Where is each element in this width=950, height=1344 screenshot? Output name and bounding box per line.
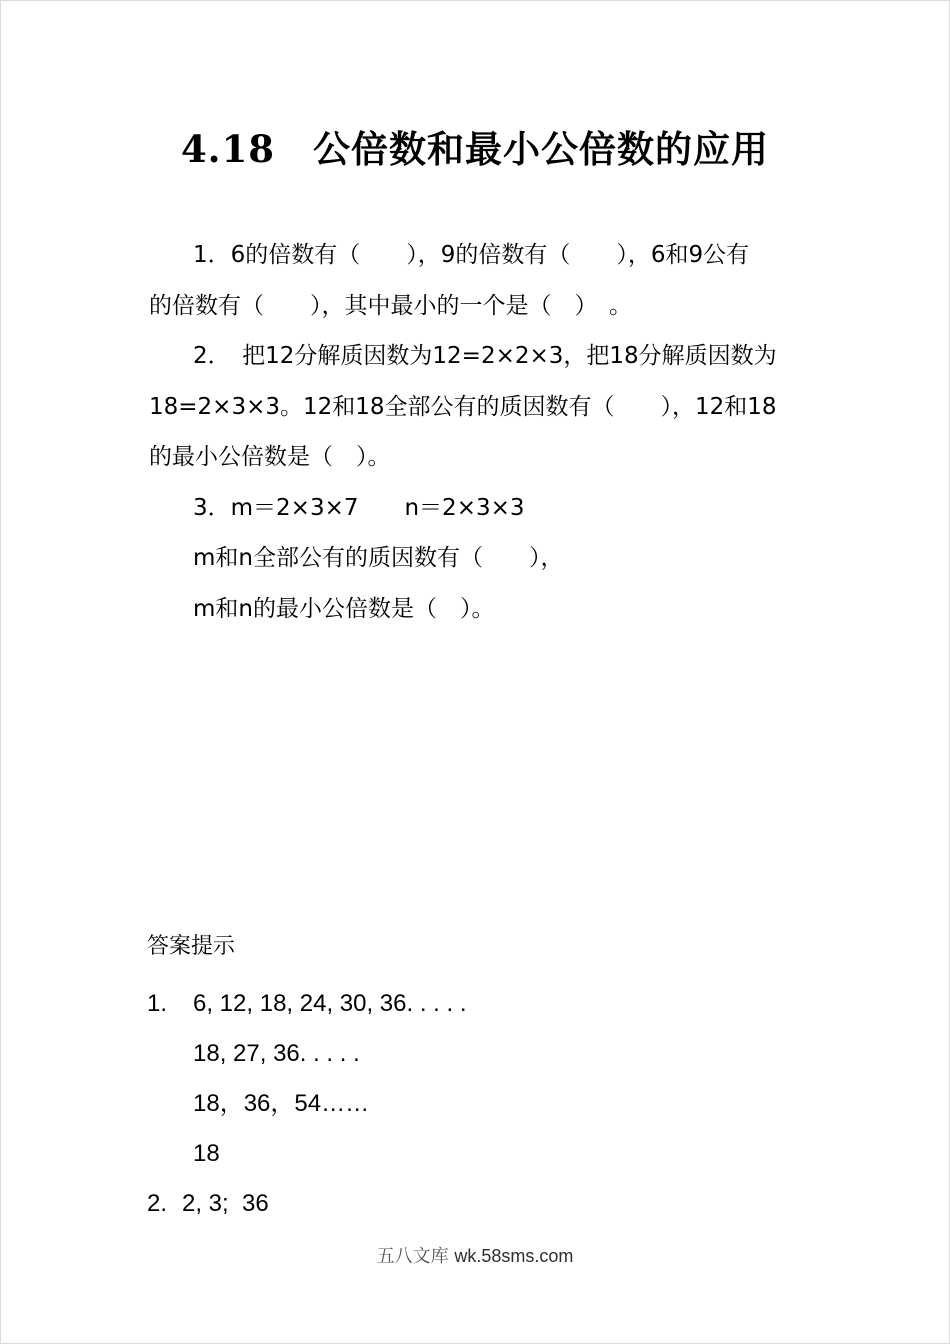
- answer-1-line-1: 6, 12, 18, 24, 30, 36. . . . .: [193, 990, 467, 1017]
- question-1-line-2: 的倍数有（ ），其中最小的一个是（ ） 。: [149, 292, 632, 319]
- answer-1-line-2: 18, 27, 36. . . . .: [193, 1040, 360, 1067]
- question-1-line-1: 1．6的倍数有（ ），9的倍数有（ ），6和9公有: [193, 242, 750, 268]
- question-3-line-2: m和n全部公有的质因数有（ ），: [193, 545, 564, 571]
- footer-site-name: 五八文库: [376, 1246, 455, 1267]
- answer-item-1: [147, 979, 827, 1029]
- questions-section: [149, 230, 829, 634]
- footer-site-url: wk.58sms.com: [454, 1246, 574, 1266]
- page-title: 4.18 公倍数和最小公倍数的应用: [180, 127, 770, 171]
- question-3-line-3: m和n的最小公倍数是（ ）。: [193, 595, 495, 622]
- answers-section: [147, 922, 827, 1229]
- answer-item-2: [147, 1179, 827, 1229]
- answer-1-line-4: 18: [193, 1140, 220, 1167]
- answer-1-number: 1.: [147, 990, 168, 1017]
- answers-heading: 答案提示: [147, 934, 236, 959]
- answer-2-number: 2.: [147, 1190, 168, 1217]
- answer-2-content: 2, 3; 36: [182, 1190, 269, 1217]
- question-3-line-1: 3．m＝2×3×7 n＝2×3×3: [193, 494, 525, 521]
- answer-1-line-3: 18，36，54……: [193, 1090, 370, 1117]
- page-footer: [1, 1241, 949, 1272]
- question-2-line-3: 的最小公倍数是（ ）。: [149, 444, 391, 470]
- question-2-line-2: 18=2×3×3。12和18全部公有的质因数有（ ），12和18: [149, 393, 777, 420]
- question-2-line-1: 2． 把12分解质因数为12=2×2×3，把18分解质因数为: [193, 343, 777, 369]
